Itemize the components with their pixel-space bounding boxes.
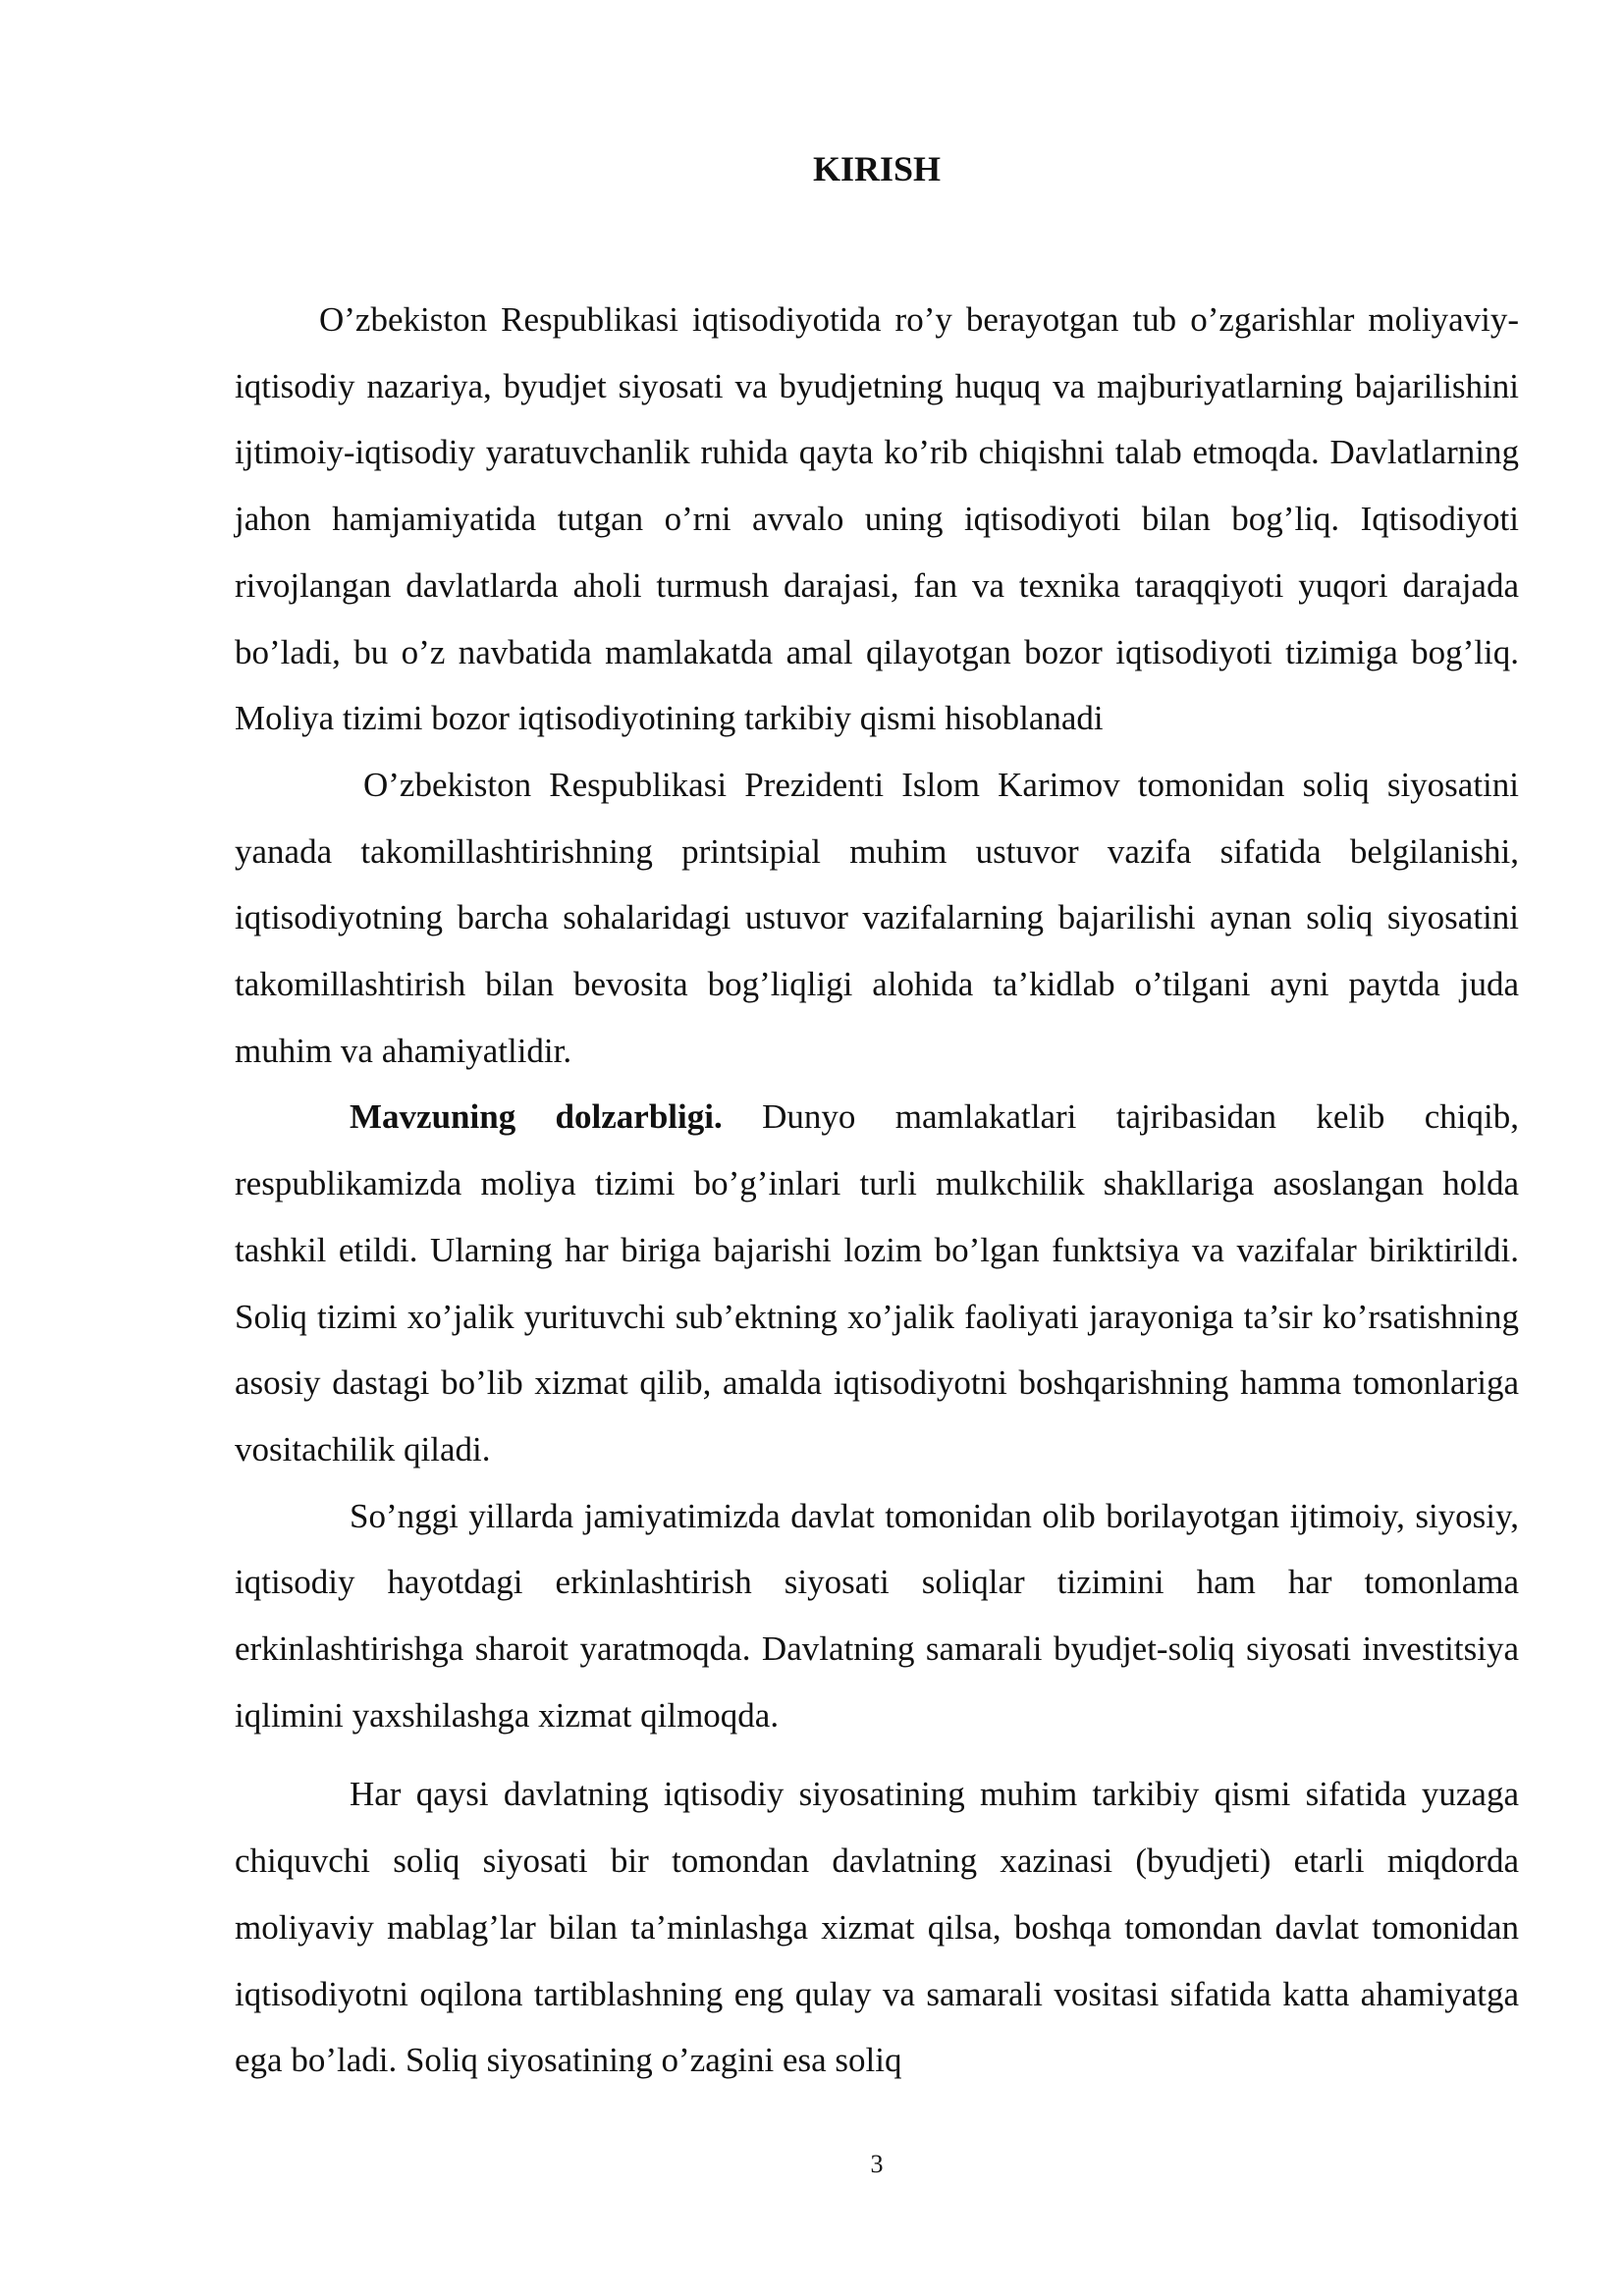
paragraph-relevance bbox=[235, 1084, 1519, 1482]
paragraph-recent-years bbox=[235, 1483, 1519, 1749]
paragraph-text: Har qaysi davlatning iqtisodiy siyosatining muhim tarkibiy qismi sifatida yuzaga chiquvchi soliq siyosati bir tomondan davlatning xazinasi (byudjeti) etarli miqdorda moliyaviy mablag’lar bilan ta’minlashga xizmat qilsa, boshqa tomondan davlat tomonidan iqtisodiyotni oqilona tartiblashning eng qulay va samarali vositasi sifatida katta ahamiyatga ega bo’ladi. Soliq siyosatining o’zagini esa soliq bbox=[235, 1775, 1519, 2080]
paragraph-intro bbox=[235, 287, 1519, 752]
section-heading: KIRISH bbox=[812, 149, 942, 188]
paragraph-text: So’nggi yillarda jamiyatimizda davlat tomonidan olib borilayotgan ijtimoiy, siyosiy, iqtisodiy hayotdagi erkinlashtirish siyosati soliqlar tizimini ham har tomonlama erkinlashtirishga sharoit yaratmoqda. Davlatning samarali byudjet-soliq siyosati investitsiya iqlimini yaxshilashga xizmat qilmoqda. bbox=[235, 1496, 1519, 1735]
paragraph-tax-policy bbox=[235, 1761, 1519, 2094]
paragraph-text: Dunyo mamlakatlari tajribasidan kelib chiqib, respublikamizda moliya tizimi bo’g’inlari turli mulkchilik shakllariga asoslangan holda tashkil etildi. Ularning har biriga bajarishi lozim bo’lgan funktsiya va vazifalar biriktirildi. Soliq tizimi xo’jalik yurituvchi sub’ektning xo’jalik faoliyati jarayoniga ta’sir ko’rsatishning asosiy dastagi bo’lib xizmat qilib, amalda iqtisodiyotni boshqarishning hamma tomonlariga vositachilik qiladi. bbox=[235, 1097, 1519, 1468]
paragraph-text: O’zbekiston Respublikasi Prezidenti Islom Karimov tomonidan soliq siyosatini yanada takomillashtirishning printsipial muhim ustuvor vazifa sifatida belgilanishi, iqtisodiyotning barcha sohalaridagi ustuvor vazifalarning bajarilishi aynan soliq siyosatini takomillashtirish bilan bevosita bog’liqligi alohida ta’kidlab o’tilgani ayni paytda juda muhim va ahamiyatlidir. bbox=[235, 765, 1519, 1070]
page-number: 3 bbox=[870, 2150, 884, 2178]
paragraph-president bbox=[235, 752, 1519, 1085]
paragraph-lead: Mavzuning dolzarbligi. bbox=[350, 1097, 723, 1137]
body-text bbox=[235, 287, 1519, 2094]
paragraph-text: O’zbekiston Respublikasi iqtisodiyotida ro’y berayotgan tub o’zgarishlar moliyaviy-iqtisodiy nazariya, byudjet siyosati va byudjetning huquq va majburiyatlarning bajarilishini ijtimoiy-iqtisodiy yaratuvchanlik ruhida qayta ko’rib chiqishni talab etmoqda. Davlatlarning jahon hamjamiyatida tutgan o’rni avvalo uning iqtisodiyoti bilan bog’liq. Iqtisodiyoti rivojlangan davlatlarda aholi turmush darajasi, fan va texnika taraqqiyoti yuqori darajada bo’ladi, bu o’z navbatida mamlakatda amal qilayotgan bozor iqtisodiyoti tizimiga bog’liq. Moliya tizimi bozor iqtisodiyotining tarkibiy qismi hisoblanadi bbox=[235, 300, 1519, 738]
